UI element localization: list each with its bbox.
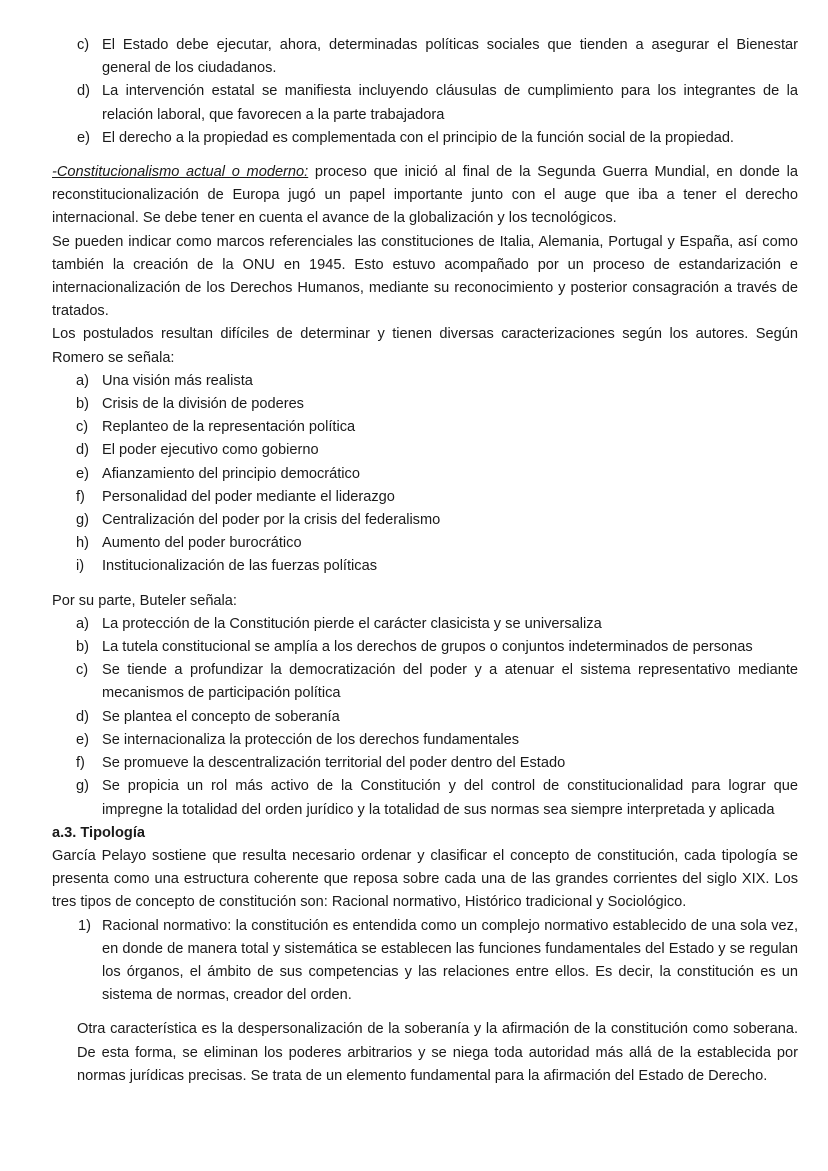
list-item: e) El derecho a la propiedad es complementada con el principio de la función social de la propiedad. [77, 129, 734, 146]
list-item: d) El poder ejecutivo como gobierno [76, 442, 319, 459]
list-item: i) Institucionalización de las fuerzas políticas [76, 558, 377, 575]
romero-list [52, 370, 798, 579]
list-item: g) Se propicia un rol más activo de la Constitución y del control de constitucionalidad para lograr que impregne la totalidad del orden jurídico y la totalidad de sus normas sea siempre interpretada y aplicada [76, 778, 798, 818]
tipologia-paragraph: García Pelayo sostiene que resulta necesario ordenar y clasificar el concepto de constitución, cada tipología se presenta como una estructura coherente que reposa sobre cada una de las grandes corrientes del siglo XIX. Los tres tipos de concepto de constitución son: Racional normativo, Histórico tradicional y Sociológico. [52, 847, 798, 911]
list-item: f) Se promueve la descentralización territorial del poder dentro del Estado [76, 755, 566, 772]
list-item: e) Se internacionaliza la protección de los derechos fundamentales [76, 731, 519, 748]
list-item: 1) Racional normativo: la constitución es entendida como un complejo normativo establecido de una sola vez, en donde de manera total y sistemática se establecen las funciones fundamentales del Estado y se regulan los órganos, el ámbito de sus competencias y las relaciones entre ellos. Es decir, la constitución es un sistema de normas, creador del orden. [78, 917, 798, 1004]
buteler-list [52, 613, 798, 822]
section-heading: a.3. Tipología [52, 824, 145, 841]
list-item: c) Replanteo de la representación política [76, 419, 356, 436]
constitucionalismo-term: -Constitucionalismo actual o moderno: [52, 164, 309, 181]
list-item: a) Una visión más realista [76, 372, 253, 389]
tipologia-numbered-list [52, 915, 798, 1008]
closing-paragraph: Otra característica es la despersonalización de la soberanía y la afirmación de la constitución como soberana. De esta forma, se eliminan los poderes arbitrarios y se niega toda autoridad más allá de la establecida por normas jurídicas precisas. Se trata de un elemento fundamental para la afirmación del Estado de Derecho. [77, 1021, 798, 1084]
buteler-intro: Por su parte, Buteler señala: [52, 592, 237, 609]
list-item: d) La intervención estatal se manifiesta incluyendo cláusulas de cumplimiento para los integrantes de la relación laboral, que favorecen a la parte trabajadora [77, 83, 798, 123]
list-item: d) Se plantea el concepto de soberanía [76, 708, 340, 725]
marcos-paragraph: Se pueden indicar como marcos referenciales las constituciones de Italia, Alemania, Portugal y España, así como también la creación de la ONU en 1945. Esto estuvo acompañado por un proceso de estandarización e internacionalización de los Derechos Humanos, mediante su reconocimiento y posterior consagración a través de tratados. [52, 233, 798, 320]
list-item: b) La tutela constitucional se amplía a los derechos de grupos o conjuntos indeterminados de personas [76, 639, 753, 656]
postulados-paragraph: Los postulados resultan difíciles de determinar y tienen diversas caracterizaciones según los autores. Según Romero se señala: [52, 326, 798, 366]
list-item: f) Personalidad del poder mediante el liderazgo [76, 488, 395, 505]
list-item: a) La protección de la Constitución pierde el carácter clasicista y se universaliza [76, 615, 602, 632]
list-item: e) Afianzamiento del principio democrático [76, 465, 360, 482]
list-item: c) El Estado debe ejecutar, ahora, determinadas políticas sociales que tienden a asegurar el Bienestar general de los ciudadanos. [77, 37, 798, 77]
document-page [52, 34, 798, 1088]
list-item: c) Se tiende a profundizar la democratización del poder y a atenuar el sistema representativo mediante mecanismos de participación política [76, 662, 798, 702]
list-item: g) Centralización del poder por la crisis del federalismo [76, 512, 441, 529]
constitucionalismo-paragraph: -Constitucionalismo actual o moderno: proceso que inició al final de la Segunda Guerra Mundial, en donde la reconstitucionalización de Europa jugó un papel importante junto con el auge que iba a tener el derecho internacional. Se debe tener en cuenta el avance de la globalización y los tecnológicos. [52, 164, 798, 227]
estado-social-list [52, 34, 798, 150]
list-item: b) Crisis de la división de poderes [76, 396, 304, 413]
list-item: h) Aumento del poder burocrático [76, 535, 302, 552]
